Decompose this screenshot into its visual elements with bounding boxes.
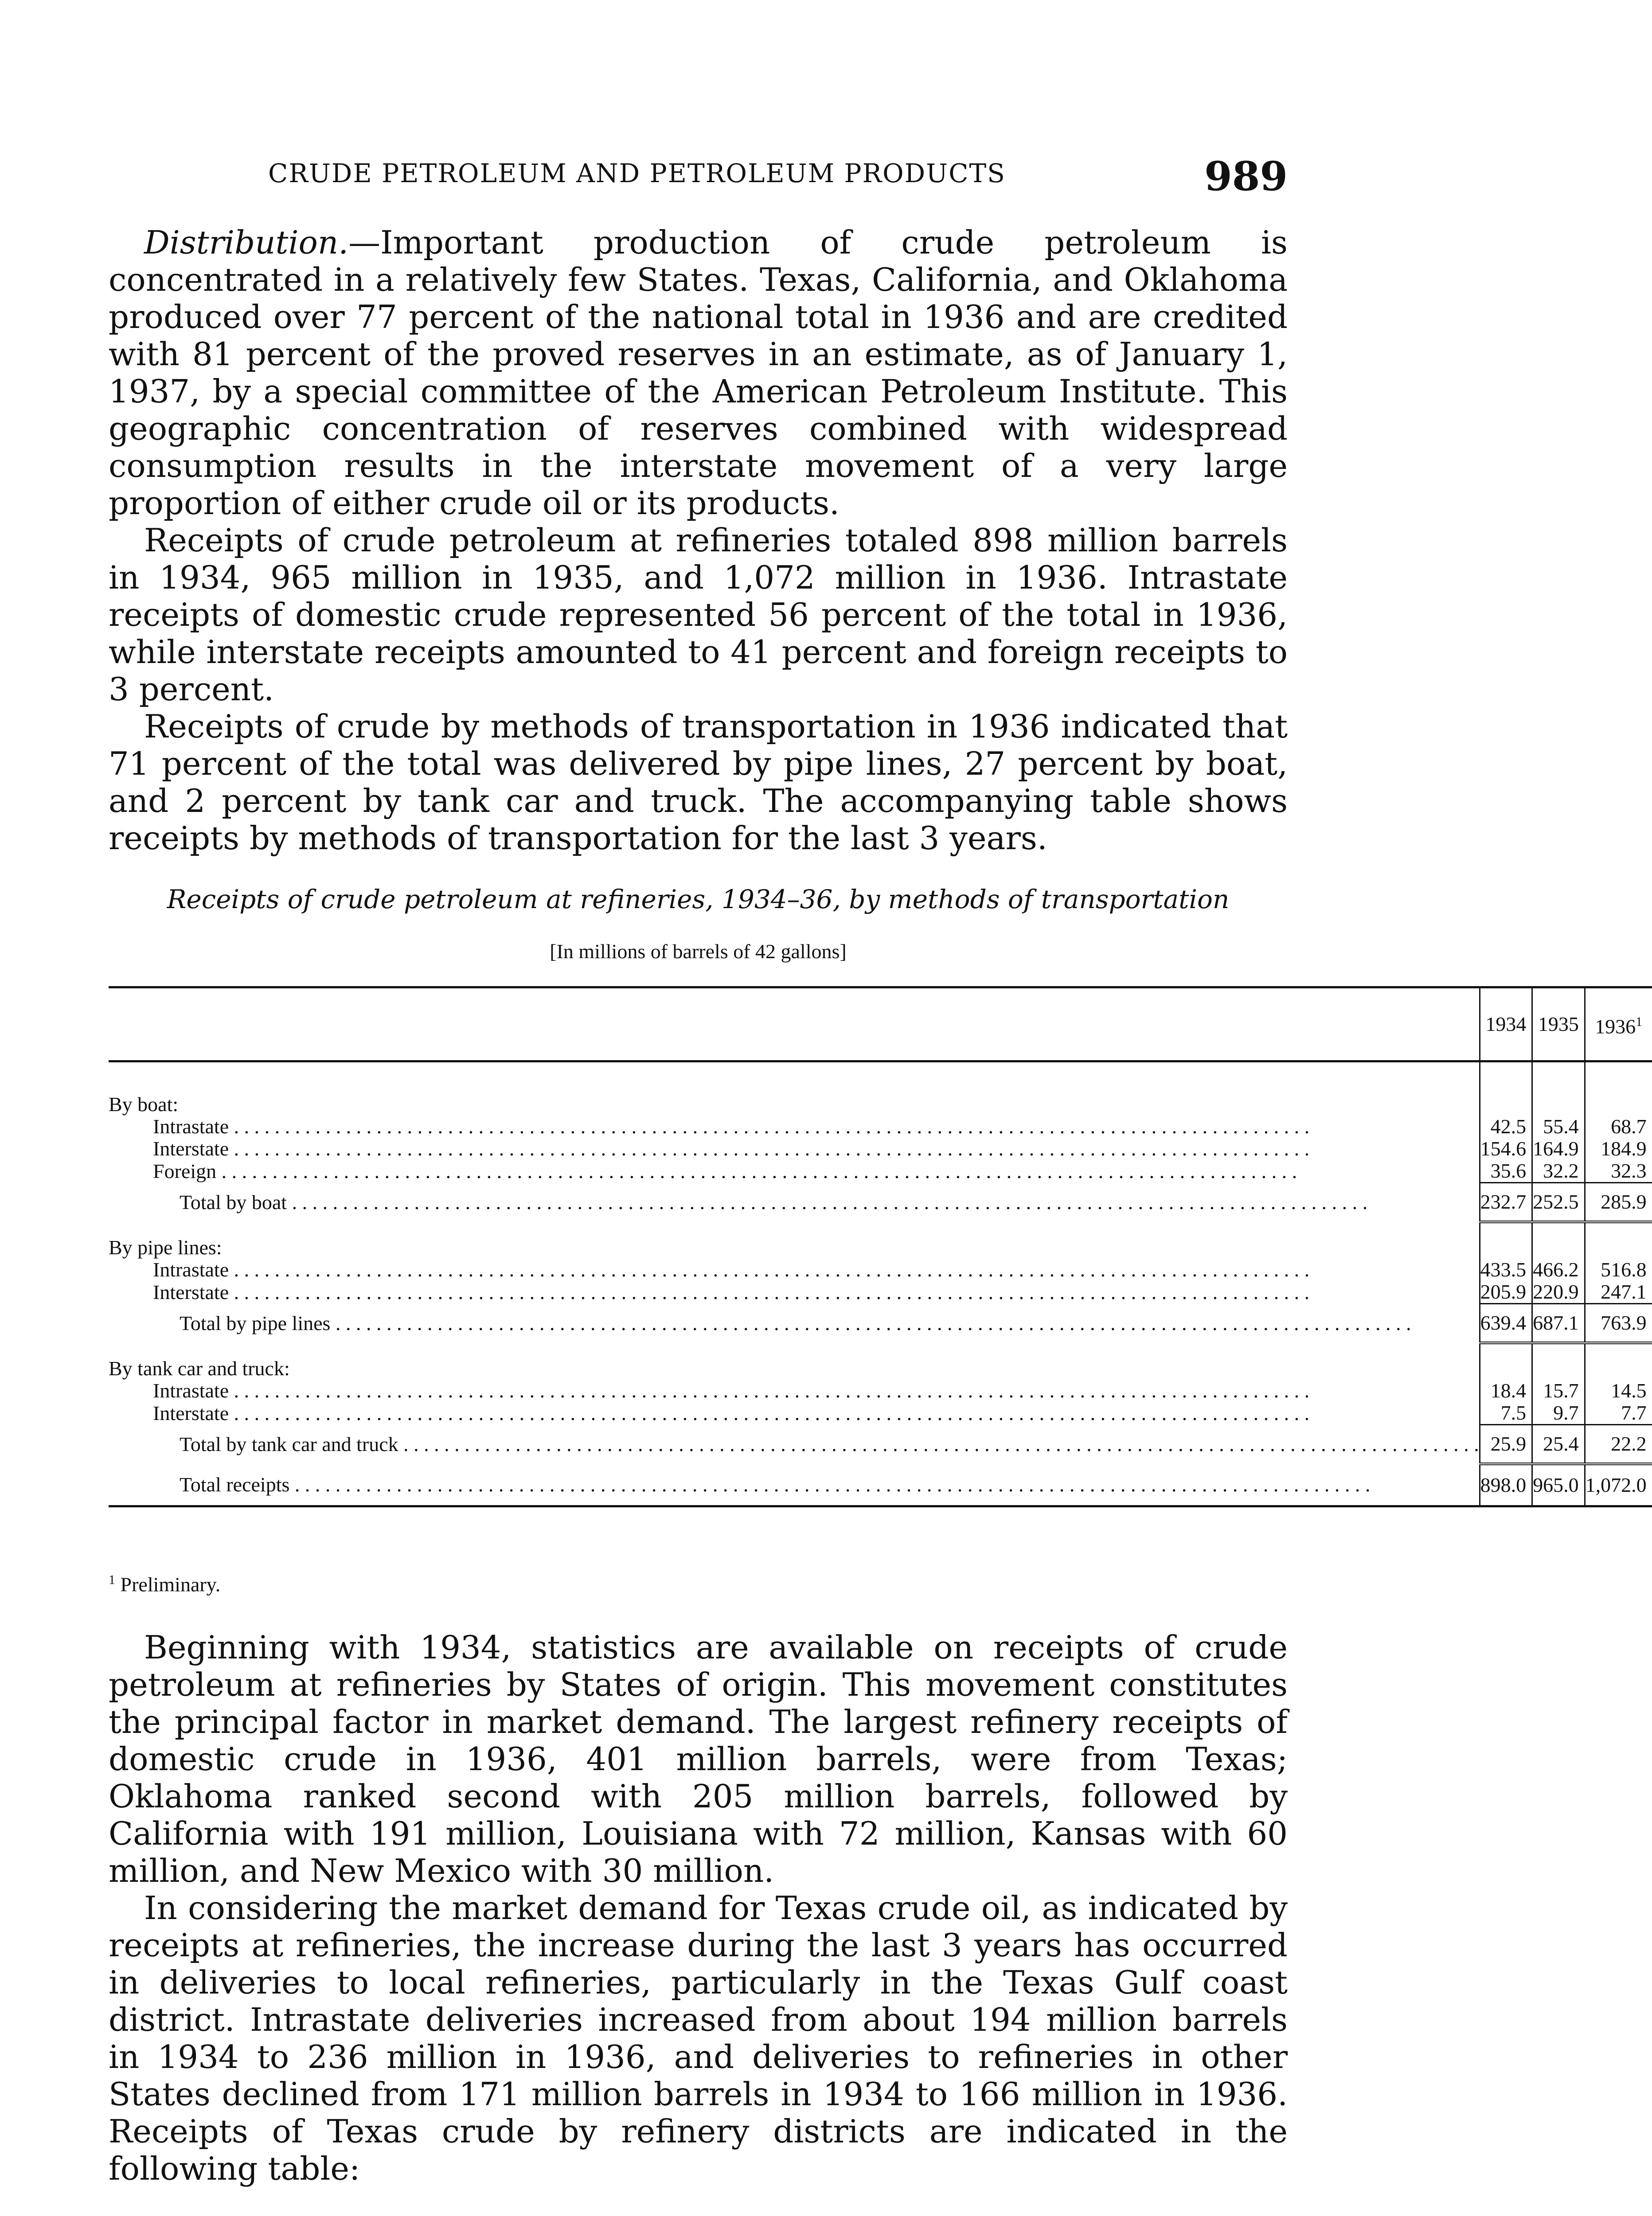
table-cell: 205.9 bbox=[1480, 1281, 1532, 1304]
table-cell: 7.7 bbox=[1585, 1402, 1652, 1425]
table-cell: 35.6 bbox=[1480, 1160, 1532, 1183]
paragraph-receipts-total: Receipts of crude petroleum at refineries totaled 898 million barrels in 1934, 965 million in 1935, and 1,072 million in 1936. Intrastate receipts of domestic crude represented 56 percent of the total in 1936, while interstate receipts amounted to 41 percent and foreign receipts to 3 percent. bbox=[109, 522, 1288, 708]
table-row bbox=[109, 1138, 1652, 1160]
table-cell: 763.9 bbox=[1585, 1304, 1652, 1343]
table-grand-total-row bbox=[109, 1464, 1652, 1506]
table-row bbox=[109, 1380, 1652, 1402]
table-cell: 247.1 bbox=[1585, 1281, 1652, 1304]
table-cell: 32.3 bbox=[1585, 1160, 1652, 1183]
table-total-row bbox=[109, 1304, 1652, 1343]
table-cell: 220.9 bbox=[1532, 1281, 1585, 1304]
table-title: Receipts of crude petroleum at refineries, 1934–36, by methods of transportation bbox=[167, 884, 1230, 914]
table-cell: 285.9 bbox=[1585, 1183, 1652, 1222]
table-header-stub bbox=[109, 987, 1480, 1061]
table-cell: 32.2 bbox=[1532, 1160, 1585, 1183]
column-footnote-mark: 1 bbox=[1636, 1014, 1643, 1029]
total-label: Total by tank car and truck . . . bbox=[180, 1433, 1479, 1455]
table-cell: 687.1 bbox=[1532, 1304, 1585, 1343]
paragraph-lead-distribution: Distribution. bbox=[144, 224, 349, 261]
table-row bbox=[109, 1093, 1652, 1116]
paragraph-receipts-methods: Receipts of crude by methods of transportation in 1936 indicated that 71 percent of the total was delivered by pipe lines, 27 percent by boat, and 2 percent by tank car and truck. The accompanying table shows receipts by methods of transportation for the last 3 years. bbox=[109, 708, 1288, 857]
row-label: Interstate . . . bbox=[153, 1402, 1309, 1424]
paragraph-states-of-origin: Beginning with 1934, statistics are available on receipts of crude petroleum at refineries by States of origin. This movement constitutes the principal factor in market demand. The largest refinery receipts of domestic crude in 1936, 401 million barrels, were from Texas; Oklahoma ranked second with 205 million barrels, followed by California with 191 million, Louisiana with 72 million, Kansas with 60 million, and New Mexico with 30 million. bbox=[109, 1629, 1288, 1889]
table-cell: 14.5 bbox=[1585, 1380, 1652, 1402]
column-header-1936 bbox=[1585, 987, 1652, 1061]
table-row bbox=[109, 1281, 1652, 1304]
column-header-1935: 1935 bbox=[1532, 987, 1585, 1061]
table-cell: 466.2 bbox=[1532, 1259, 1585, 1281]
closing-text bbox=[109, 1629, 1288, 2187]
table-cell: 232.7 bbox=[1480, 1183, 1532, 1222]
table-cell: 639.4 bbox=[1480, 1304, 1532, 1343]
page-number: 989 bbox=[1204, 153, 1288, 200]
running-title: CRUDE PETROLEUM AND PETROLEUM PRODUCTS bbox=[268, 158, 1006, 188]
row-label: Interstate . . . bbox=[153, 1137, 1309, 1160]
table-row bbox=[109, 1237, 1652, 1259]
table-cell: 898.0 bbox=[1480, 1464, 1532, 1506]
row-label: Intrastate . . . bbox=[153, 1379, 1309, 1402]
table-unit-note: [In millions of barrels of 42 gallons] bbox=[550, 940, 847, 963]
table-cell: 55.4 bbox=[1532, 1116, 1585, 1138]
running-head bbox=[109, 153, 1288, 202]
table-cell: 433.5 bbox=[1480, 1259, 1532, 1281]
total-label: Total by pipe lines . . . bbox=[180, 1312, 1411, 1334]
paragraph-distribution bbox=[109, 224, 1288, 522]
group-label-pipe-lines: By pipe lines: bbox=[109, 1236, 222, 1259]
column-header-1936-label: 1936 bbox=[1595, 1015, 1636, 1038]
table-row bbox=[109, 1116, 1652, 1138]
table-cell: 42.5 bbox=[1480, 1116, 1532, 1138]
table-footnote bbox=[109, 1572, 220, 1596]
table-cell: 965.0 bbox=[1532, 1464, 1585, 1506]
table-cell: 516.8 bbox=[1585, 1259, 1652, 1281]
receipts-table bbox=[109, 986, 1652, 1507]
group-label-boat: By boat: bbox=[109, 1093, 179, 1116]
table-cell: 25.4 bbox=[1532, 1425, 1585, 1464]
table-cell: 25.9 bbox=[1480, 1425, 1532, 1464]
table-cell: 15.7 bbox=[1532, 1380, 1585, 1402]
table-cell: 9.7 bbox=[1532, 1402, 1585, 1425]
table-cell: 154.6 bbox=[1480, 1138, 1532, 1160]
row-label: Interstate . . . bbox=[153, 1281, 1309, 1303]
group-label-tank-car: By tank car and truck: bbox=[109, 1357, 290, 1380]
table-row bbox=[109, 1358, 1652, 1380]
table-header-row bbox=[109, 987, 1652, 1061]
table-cell: 1,072.0 bbox=[1585, 1464, 1652, 1506]
table-total-row bbox=[109, 1183, 1652, 1222]
column-header-1934: 1934 bbox=[1480, 987, 1532, 1061]
row-label: Intrastate . . . bbox=[153, 1258, 1309, 1281]
table-cell: 164.9 bbox=[1532, 1138, 1585, 1160]
footnote-text: Preliminary. bbox=[120, 1573, 221, 1596]
table-cell: 184.9 bbox=[1585, 1138, 1652, 1160]
grand-total-label: Total receipts . . . bbox=[180, 1473, 1370, 1496]
table-row bbox=[109, 1160, 1652, 1183]
paragraph-texas-demand: In considering the market demand for Texas crude oil, as indicated by receipts at refineries, the increase during the last 3 years has occurred in deliveries to local refineries, particularly in the Texas Gulf coast district. Intrastate deliveries increased from about 194 million barrels in 1934 to 236 million in 1936, and deliveries to refineries in other States declined from 171 million barrels in 1934 to 166 million in 1936. Receipts of Texas crude by refinery districts are indicated in the following table: bbox=[109, 1889, 1288, 2187]
table-cell: 18.4 bbox=[1480, 1380, 1532, 1402]
table-cell: 7.5 bbox=[1480, 1402, 1532, 1425]
footnote-mark: 1 bbox=[109, 1572, 115, 1587]
intro-text bbox=[109, 224, 1288, 857]
table-cell: 68.7 bbox=[1585, 1116, 1652, 1138]
table-cell: 252.5 bbox=[1532, 1183, 1585, 1222]
table-row bbox=[109, 1402, 1652, 1425]
table-total-row bbox=[109, 1425, 1652, 1464]
row-label: Foreign . . . bbox=[153, 1160, 1297, 1182]
paragraph-distribution-text: —Important production of crude petroleum is concentrated in a relatively few States. Texas, California, and Oklahoma produced over 77 percent of the national total in 1936 and are credited with 81 percent of the proved reserves in an estimate, as of January 1, 1937, by a special committee of the American Petroleum Institute. This geographic concentration of reserves combined with widespread consumption results in the interstate movement of a very large proportion of either crude oil or its products. bbox=[109, 224, 1288, 522]
row-label: Intrastate . . . bbox=[153, 1115, 1309, 1138]
total-label: Total by boat . . . bbox=[180, 1191, 1367, 1213]
table-cell: 22.2 bbox=[1585, 1425, 1652, 1464]
table-row bbox=[109, 1259, 1652, 1281]
